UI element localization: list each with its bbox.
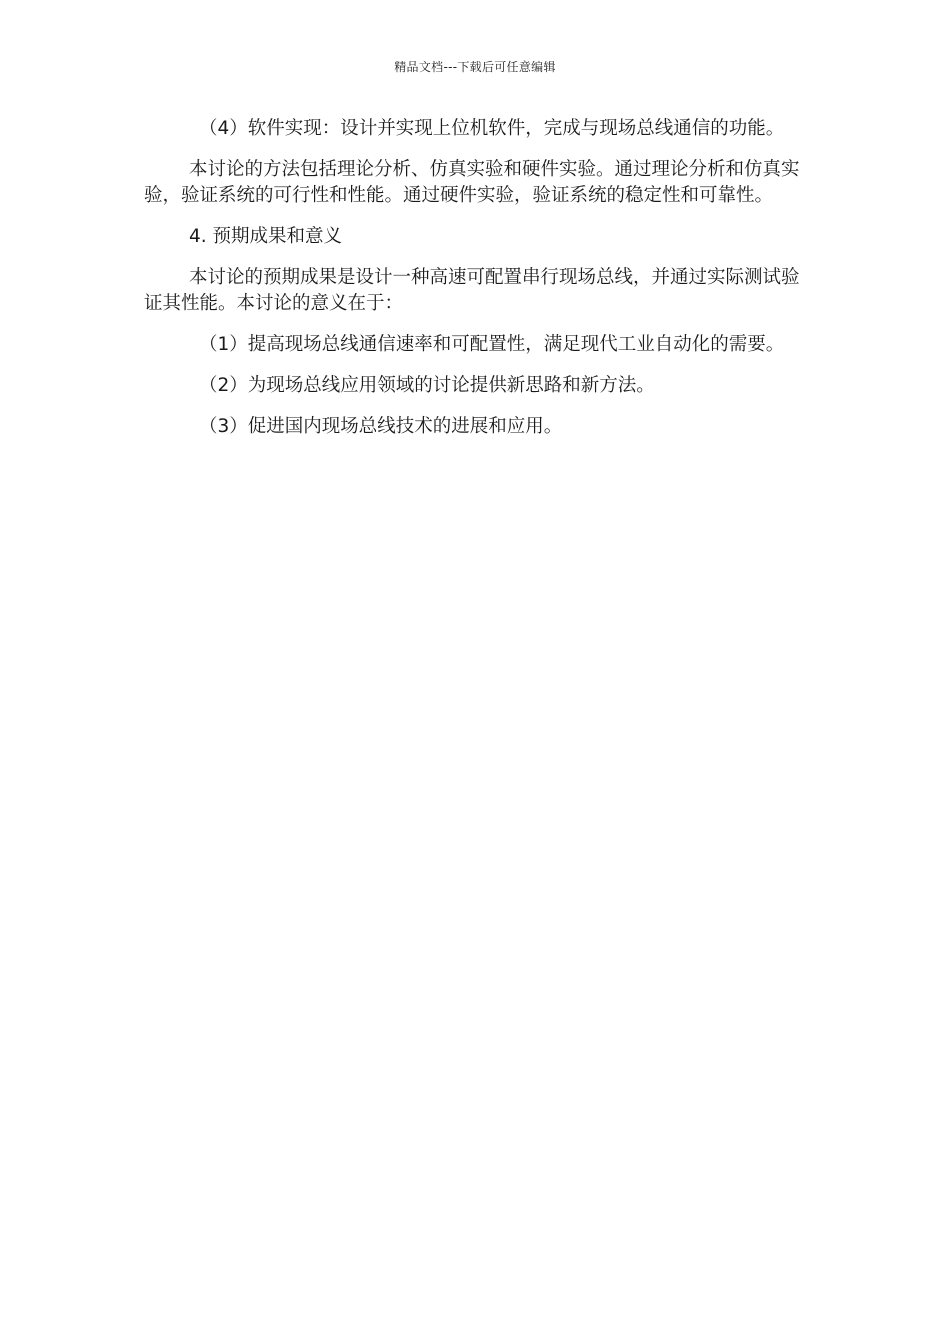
paragraph-methods: 本讨论的方法包括理论分析、仿真实验和硬件实验。通过理论分析和仿真实验，验证系统的可行性和性能。通过硬件实验，验证系统的稳定性和可靠性。 [144, 159, 800, 206]
page-header: 精品文档---下载后可任意编辑 [394, 60, 556, 74]
paragraph-item-3: （3）促进国内现场总线技术的进展和应用。 [199, 416, 563, 437]
paragraph-expected-results: 本讨论的预期成果是设计一种高速可配置串行现场总线，并通过实际测试验证其性能。本讨论的意义在于： [144, 267, 800, 314]
paragraph-item-1: （1）提高现场总线通信速率和可配置性，满足现代工业自动化的需要。 [199, 334, 785, 355]
section-heading-expected-results: 4. 预期成果和意义 [189, 226, 343, 247]
paragraph-item-2: （2）为现场总线应用领域的讨论提供新思路和新方法。 [199, 375, 655, 396]
document-body [144, 116, 808, 455]
paragraph-item-software: （4）软件实现：设计并实现上位机软件，完成与现场总线通信的功能。 [199, 118, 785, 139]
